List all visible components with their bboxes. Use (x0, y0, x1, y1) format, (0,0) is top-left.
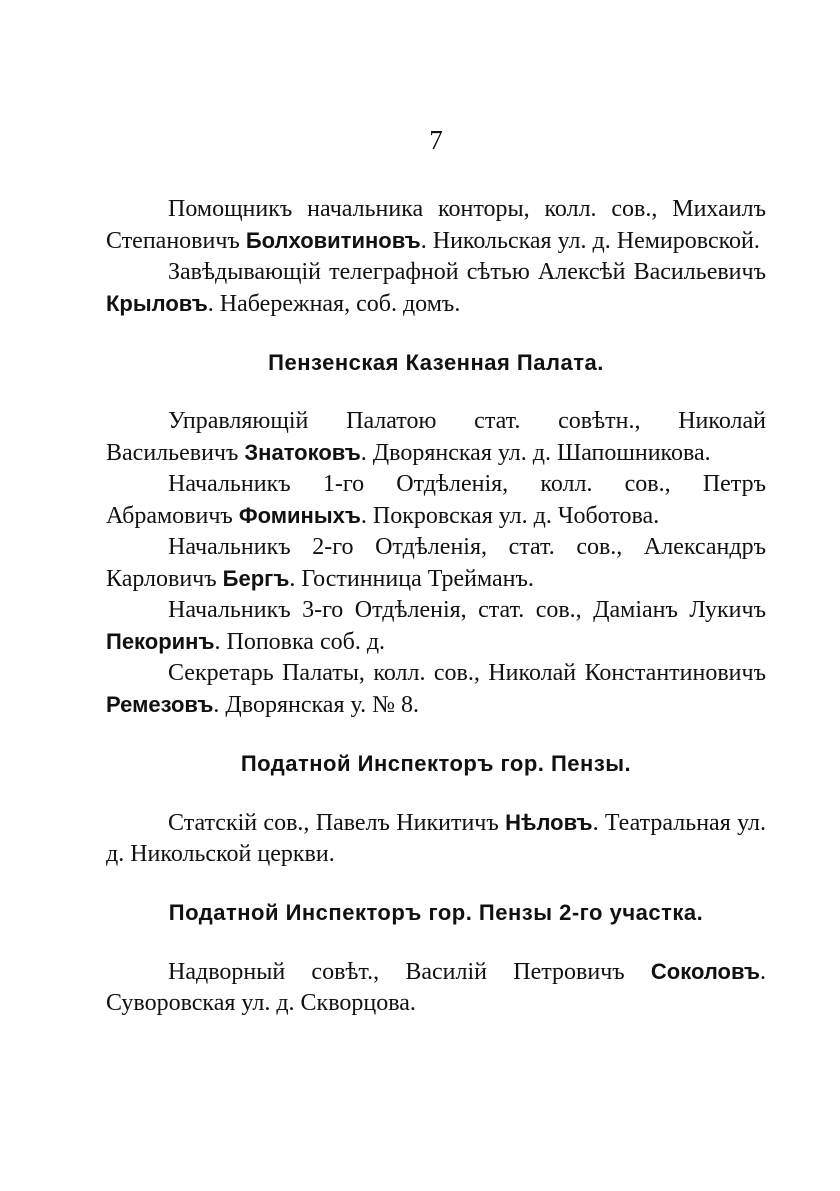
official-entry (106, 194, 766, 257)
official-entry (106, 469, 766, 532)
section-tax-inspector-penza-district-2 (106, 898, 766, 1019)
section-tax-inspector-penza (106, 749, 766, 870)
document-page (106, 120, 766, 1019)
entry-address: . Гостинница Трейманъ. (289, 566, 534, 592)
intro-block (106, 194, 766, 320)
entry-surname: Знатоковъ (244, 440, 361, 465)
official-entry (106, 257, 766, 320)
entry-text: Помощникъ начальника конторы, колл. сов., Михаилъ Степановичъ (106, 196, 766, 254)
section-heading: Податной Инспекторъ гор. Пензы. (240, 751, 632, 776)
official-entry (106, 807, 766, 870)
entry-address: . Суворовская ул. д. Скворцова. (106, 959, 766, 1016)
official-entry (106, 658, 766, 721)
entry-text: Завѣдывающій телеграфной сѣтью Алексѣй Васильевичъ (168, 259, 766, 285)
official-entry (106, 956, 766, 1019)
entry-text: Статскій сов., Павелъ Никитичъ (168, 810, 506, 836)
section-treasury-chamber (106, 348, 766, 721)
entry-text: Управляющій Палатою стат. совѣтн., Николай Васильевичъ (106, 408, 766, 466)
section-heading: Пензенская Казенная Палата. (268, 350, 604, 375)
entry-surname: Ремезовъ (106, 692, 214, 717)
entry-text: Надворный совѣт., Василій Петровичъ (168, 959, 651, 985)
section-heading: Податной Инспекторъ гор. Пензы 2-го участка. (168, 900, 704, 925)
entry-text: Секретарь Палаты, колл. сов., Николай Константиновичъ (168, 660, 766, 686)
entry-surname: Фоминыхъ (238, 503, 361, 528)
entry-surname: Соколовъ (650, 959, 760, 984)
entry-address: . Никольская ул. д. Немировской. (420, 228, 760, 254)
entry-address: . Набережная, соб. домъ. (207, 291, 461, 317)
entry-address: . Дворянская у. № 8. (213, 692, 419, 718)
official-entry (106, 595, 766, 658)
entry-text: Начальникъ 3-го Отдѣленія, стат. сов., Даміанъ Лукичъ (168, 597, 766, 623)
entry-surname: Крыловъ (106, 291, 208, 316)
entry-surname: Болховитиновъ (245, 228, 421, 253)
official-entry (106, 532, 766, 595)
entry-surname: Нѣловъ (505, 810, 593, 835)
entry-address: . Поповка соб. д. (214, 629, 386, 655)
entry-address: . Дворянская ул. д. Шапошникова. (360, 440, 711, 466)
entry-surname: Бергъ (222, 566, 290, 591)
entry-address: . Театральная ул. д. Никольской церкви. (106, 810, 766, 867)
entry-text: Начальникъ 1-го Отдѣленія, колл. сов., Петръ Абрамовичъ (106, 471, 766, 529)
entry-text: Начальникъ 2-го Отдѣленія, стат. сов., Александръ Карловичъ (106, 534, 766, 592)
entry-address: . Покровская ул. д. Чоботова. (360, 503, 660, 529)
page-number: 7 (429, 125, 443, 155)
official-entry (106, 406, 766, 469)
entry-surname: Пекоринъ (106, 629, 215, 654)
